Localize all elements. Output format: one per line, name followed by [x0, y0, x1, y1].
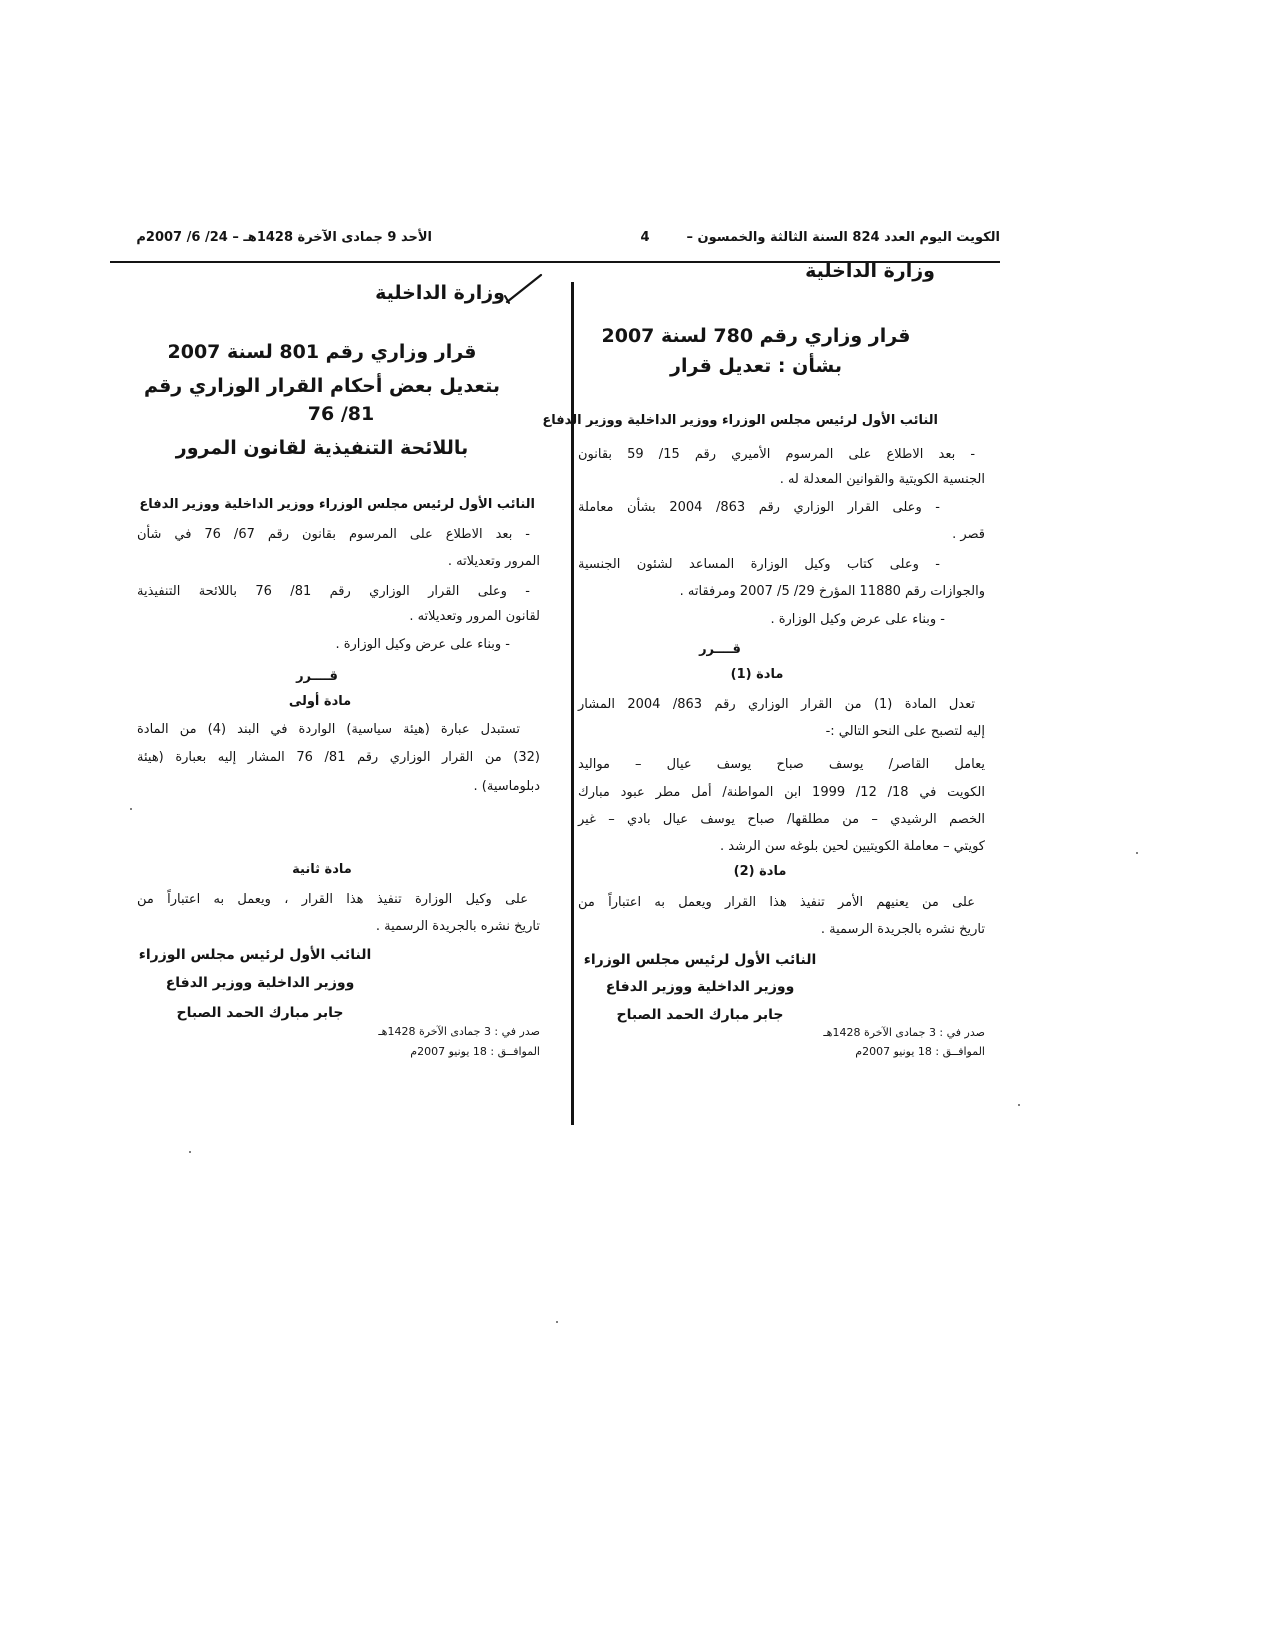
column-divider	[571, 282, 574, 1125]
gazette-issue-info: الكويت اليوم العدد 824 السنة الثالثة والخمسون –	[686, 230, 1000, 245]
signature-line: النائب الأول لرئيس مجلس الوزراء	[583, 952, 817, 968]
decree-subject: باللائحة التنفيذية لقانون المرور	[175, 437, 469, 459]
preamble-line: - وبناء على عرض وكيل الوزارة .	[770, 612, 945, 627]
article-line: على من يعنيهم الأمر تنفيذ هذا القرار ويعمل به اعتباراً من	[578, 895, 975, 910]
preamble-line: - وعلى القرار الوزاري رقم 863/ 2004 بشأن معاملة	[578, 500, 940, 515]
article-line: على وكيل الوزارة تنفيذ هذا القرار ، ويعمل به اعتباراً من	[137, 892, 528, 907]
preamble-line: - بعد الاطلاع على المرسوم الأميري رقم 15/ 59 بقانون	[578, 447, 976, 462]
ministry-heading: وزارة الداخلية	[375, 282, 505, 304]
scan-speck	[130, 808, 132, 810]
article-line: إليه لتصبح على النحو التالي :-	[825, 724, 985, 739]
decree-subject: بشأن : تعديل قرار	[670, 355, 842, 377]
article-heading: مادة ثانية	[292, 862, 352, 877]
article-line: دبلوماسية) .	[473, 779, 540, 794]
scan-speck	[1136, 852, 1138, 854]
article-line: تاريخ نشره بالجريدة الرسمية .	[820, 922, 985, 937]
preamble-line: - وعلى كتاب وكيل الوزارة المساعد لشئون الجنسية	[578, 557, 940, 572]
signature-line: ووزير الداخلية ووزير الدفاع	[165, 975, 355, 991]
scan-speck	[556, 1321, 558, 1323]
article-heading: مادة (2)	[733, 864, 787, 879]
signatory-name: جابر مبارك الحمد الصباح	[176, 1005, 344, 1021]
decided-heading: قــــرر	[296, 669, 338, 684]
preamble-line: والجوازات رقم 11880 المؤرخ 29/ 5/ 2007 ومرفقاته .	[679, 584, 985, 599]
scan-speck	[1018, 1104, 1020, 1106]
article-heading: مادة (1)	[730, 667, 784, 682]
article-line: تستبدل عبارة (هيئة سياسية) الواردة في البند (4) من المادة	[137, 722, 520, 737]
decree-issuer: النائب الأول لرئيس مجلس الوزراء ووزير الداخلية ووزير الدفاع	[139, 497, 535, 512]
signatory-name: جابر مبارك الحمد الصباح	[616, 1007, 784, 1023]
ministry-heading: وزارة الداخلية	[805, 260, 935, 282]
scan-speck	[189, 1151, 191, 1153]
article-line: الكويت في 18/ 12/ 1999 ابن المواطنة/ أمل مطر عبود مبارك	[578, 785, 985, 800]
page-number: 4	[640, 230, 650, 245]
preamble-line: - وعلى القرار الوزاري رقم 81/ 76 باللائحة التنفيذية	[137, 584, 530, 599]
decree-title: قرار وزاري رقم 801 لسنة 2007	[167, 341, 477, 363]
decree-subject: بتعديل بعض أحكام القرار الوزاري رقم	[143, 375, 501, 397]
issue-date: صدر في : 3 جمادى الآخرة 1428هـ	[823, 1026, 985, 1039]
decree-issuer: النائب الأول لرئيس مجلس الوزراء ووزير الداخلية ووزير الدفاع	[542, 413, 938, 428]
article-line: (32) من القرار الوزاري رقم 81/ 76 المشار إليه بعبارة (هيئة	[137, 750, 540, 765]
preamble-line: الجنسية الكويتية والقوانين المعدلة له .	[779, 472, 985, 487]
preamble-line: المرور وتعديلاته .	[447, 554, 540, 569]
decree-title: قرار وزاري رقم 780 لسنة 2007	[601, 325, 911, 347]
signature-line: النائب الأول لرئيس مجلس الوزراء	[138, 947, 372, 963]
article-line: تعدل المادة (1) من القرار الوزاري رقم 863/ 2004 المشار	[578, 697, 975, 712]
issue-date: صدر في : 3 جمادى الآخرة 1428هـ	[378, 1025, 540, 1038]
corresponding-date: الموافــق : 18 يونيو 2007م	[855, 1045, 985, 1058]
article-line: الخصم الرشيدي – من مطلقها/ صباح يوسف عيال بادي – غير	[578, 812, 985, 827]
gazette-date: الأحد 9 جمادى الآخرة 1428هـ – 24/ 6/ 2007م	[136, 230, 432, 245]
article-line: تاريخ نشره بالجريدة الرسمية .	[375, 919, 540, 934]
handwritten-check-mark	[503, 272, 545, 306]
preamble-line: قصر .	[952, 527, 985, 542]
signature-line: ووزير الداخلية ووزير الدفاع	[605, 979, 795, 995]
decided-heading: قــــرر	[699, 642, 741, 657]
preamble-line: لقانون المرور وتعديلاته .	[409, 609, 540, 624]
article-line: يعامل القاصر/ يوسف صباح يوسف عيال – مواليد	[578, 757, 985, 772]
decree-subject: 81/ 76	[307, 403, 375, 425]
article-heading: مادة أولى	[288, 694, 352, 709]
preamble-line: - وبناء على عرض وكيل الوزارة .	[335, 637, 510, 652]
article-line: كويتي – معاملة الكويتيين لحين بلوغه سن الرشد .	[720, 839, 985, 854]
preamble-line: - بعد الاطلاع على المرسوم بقانون رقم 67/ 76 في شأن	[137, 527, 530, 542]
corresponding-date: الموافــق : 18 يونيو 2007م	[410, 1045, 540, 1058]
